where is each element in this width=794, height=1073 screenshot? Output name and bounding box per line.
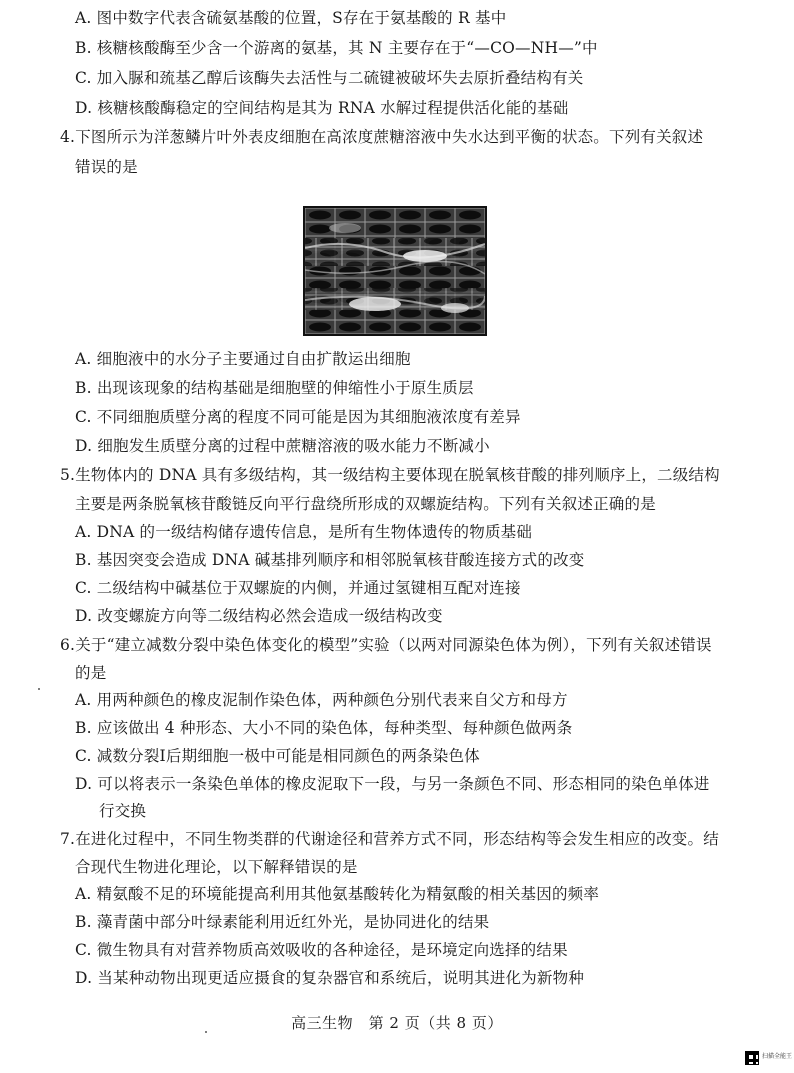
q6-option-a: A. 用两种颜色的橡皮泥制作染色体，两种颜色分别代表来自父方和母方 <box>75 691 568 709</box>
onion-epidermis-micrograph <box>303 206 487 336</box>
scan-watermark: 扫描全能王 <box>762 1053 793 1060</box>
q7-option-c: C. 微生物具有对营养物质高效吸收的各种途径，是环境定向选择的结果 <box>75 941 568 959</box>
q7-stem-line2: 合现代生物进化理论，以下解释错误的是 <box>75 858 358 876</box>
q6-option-d-line1: D. 可以将表示一条染色单体的橡皮泥取下一段，与另一条颜色不同、形态相同的染色单体进 <box>75 775 710 793</box>
q7-option-d: D. 当某种动物出现更适应摄食的复杂器官和系统后，说明其进化为新物种 <box>75 969 585 987</box>
q3-option-d: D. 核糖核酸酶稳定的空间结构是其为 RNA 水解过程提供活化能的基础 <box>75 99 569 117</box>
q4-option-a: A. 细胞液中的水分子主要通过自由扩散运出细胞 <box>75 350 411 368</box>
q7-option-b: B. 藻青菌中部分叶绿素能利用近红外光，是协同进化的结果 <box>75 913 490 931</box>
q3-option-a: A. 图中数字代表含硫氨基酸的位置，S存在于氨基酸的 R 基中 <box>75 9 507 27</box>
q4-option-c: C. 不同细胞质壁分离的程度不同可能是因为其细胞液浓度有差异 <box>75 408 521 426</box>
q4-stem-line2: 错误的是 <box>75 158 138 176</box>
q6-option-d-line2: 行交换 <box>99 802 147 820</box>
q6-option-c: C. 减数分裂Ⅰ后期细胞一极中可能是相同颜色的两条染色体 <box>75 747 480 765</box>
q3-option-b: B. 核糖核酸酶至少含一个游离的氨基，其 N 主要存在于“—CO—NH—”中 <box>75 39 598 57</box>
q5-stem-line2: 主要是两条脱氧核苷酸链反向平行盘绕所形成的双螺旋结构。下列有关叙述正确的是 <box>75 495 656 513</box>
q3-option-c: C. 加入脲和巯基乙醇后该酶失去活性与二硫键被破坏失去原折叠结构有关 <box>75 69 584 87</box>
q6-option-b: B. 应该做出 4 种形态、大小不同的染色体，每种类型、每种颜色做两条 <box>75 719 573 737</box>
scan-speck <box>38 688 40 690</box>
page-footer: 高三生物 第 2 页（共 8 页） <box>291 1014 503 1032</box>
q5-option-c: C. 二级结构中碱基位于双螺旋的内侧，并通过氢键相互配对连接 <box>75 579 521 597</box>
q6-stem-line1: 6.关于“建立减数分裂中染色体变化的模型”实验（以两对同源染色体为例），下列有关叙述错误 <box>60 636 712 654</box>
q5-stem-line1: 5.生物体内的 DNA 具有多级结构，其一级结构主要体现在脱氧核苷酸的排列顺序上，二级结构 <box>60 466 720 484</box>
q5-option-b: B. 基因突变会造成 DNA 碱基排列顺序和相邻脱氧核苷酸连接方式的改变 <box>75 551 585 569</box>
qr-code-icon <box>745 1051 759 1065</box>
q4-stem-line1: 4.下图所示为洋葱鳞片叶外表皮细胞在高浓度蔗糖溶液中失水达到平衡的状态。下列有关叙述 <box>60 128 704 146</box>
scan-speck <box>205 1031 207 1033</box>
q4-option-d: D. 细胞发生质壁分离的过程中蔗糖溶液的吸水能力不断减小 <box>75 437 490 455</box>
q5-option-d: D. 改变螺旋方向等二级结构必然会造成一级结构改变 <box>75 607 443 625</box>
q7-option-a: A. 精氨酸不足的环境能提高利用其他氨基酸转化为精氨酸的相关基因的频率 <box>75 885 600 903</box>
q5-option-a: A. DNA 的一级结构储存遗传信息，是所有生物体遗传的物质基础 <box>75 523 533 541</box>
q6-stem-line2: 的是 <box>75 664 107 682</box>
q4-option-b: B. 出现该现象的结构基础是细胞壁的伸缩性小于原生质层 <box>75 379 474 397</box>
q7-stem-line1: 7.在进化过程中，不同生物类群的代谢途径和营养方式不同，形态结构等会发生相应的改变。结 <box>60 830 719 848</box>
